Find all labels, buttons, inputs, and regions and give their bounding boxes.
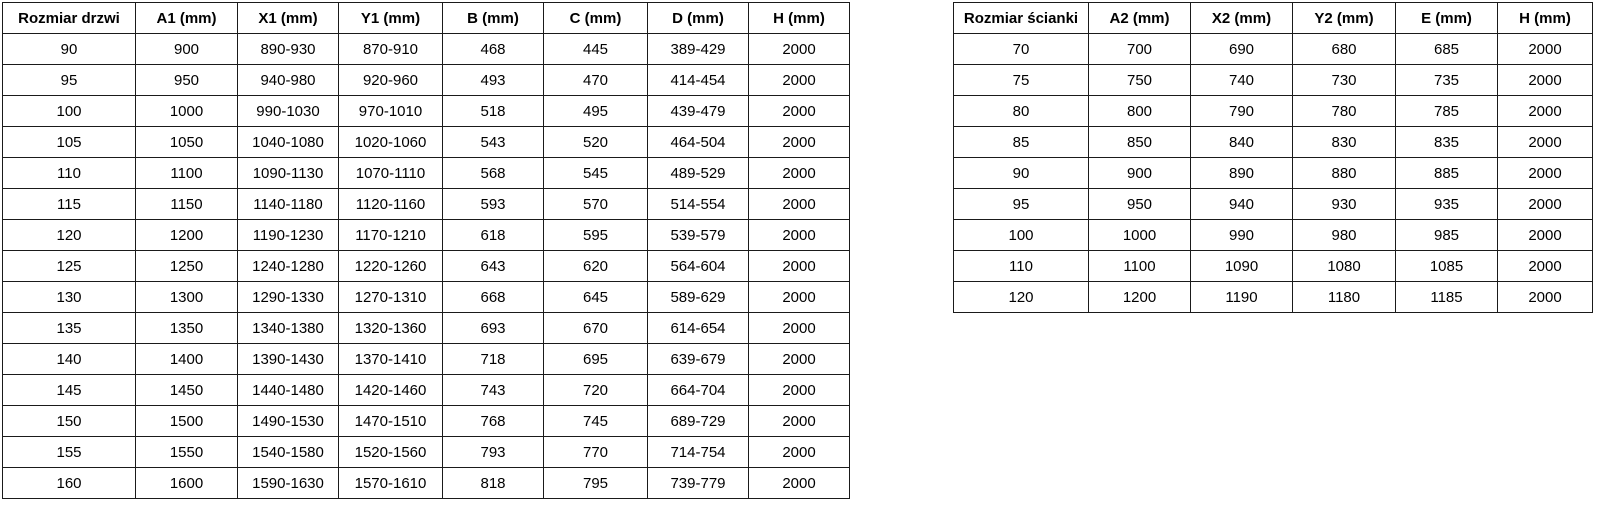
table-cell: 695	[544, 344, 648, 375]
table-cell: 414-454	[648, 65, 749, 96]
table-cell: 1450	[136, 375, 238, 406]
table-row	[954, 220, 1593, 251]
table-cell: 1250	[136, 251, 238, 282]
table-cell: 2000	[1498, 34, 1593, 65]
table-cell: 1100	[136, 158, 238, 189]
table-cell: 693	[443, 313, 544, 344]
table-cell: 1200	[136, 220, 238, 251]
door-sizes-table	[2, 2, 850, 499]
table-cell: 1100	[1089, 251, 1191, 282]
table-cell: 100	[954, 220, 1089, 251]
table-cell: 639-679	[648, 344, 749, 375]
table-cell: 1190-1230	[238, 220, 339, 251]
table-cell: 514-554	[648, 189, 749, 220]
table-cell: 645	[544, 282, 648, 313]
table-cell: 735	[1396, 65, 1498, 96]
table-cell: 2000	[1498, 65, 1593, 96]
table-cell: 1220-1260	[339, 251, 443, 282]
table-cell: 2000	[1498, 158, 1593, 189]
table-cell: 589-629	[648, 282, 749, 313]
table-cell: 840	[1191, 127, 1293, 158]
table-cell: 1350	[136, 313, 238, 344]
table-cell: 155	[3, 437, 136, 468]
table-cell: 1320-1360	[339, 313, 443, 344]
table-cell: 2000	[1498, 96, 1593, 127]
table-cell: 75	[954, 65, 1089, 96]
table-cell: 730	[1293, 65, 1396, 96]
table-cell: 1200	[1089, 282, 1191, 313]
table-cell: 470	[544, 65, 648, 96]
table-cell: 1090-1130	[238, 158, 339, 189]
table-cell: 95	[3, 65, 136, 96]
table-cell: 1170-1210	[339, 220, 443, 251]
table-cell: 618	[443, 220, 544, 251]
table-cell: 664-704	[648, 375, 749, 406]
table-row	[3, 375, 850, 406]
table-row	[3, 468, 850, 499]
table-cell: 564-604	[648, 251, 749, 282]
table-cell: 2000	[749, 220, 850, 251]
table-cell: 745	[544, 406, 648, 437]
table-cell: 90	[954, 158, 1089, 189]
table-cell: 2000	[749, 251, 850, 282]
table-cell: 110	[954, 251, 1089, 282]
table-cell: 115	[3, 189, 136, 220]
table-cell: 900	[1089, 158, 1191, 189]
table-cell: 935	[1396, 189, 1498, 220]
table-cell: 1400	[136, 344, 238, 375]
table-cell: 2000	[1498, 251, 1593, 282]
column-header: E (mm)	[1396, 3, 1498, 34]
table-cell: 2000	[749, 406, 850, 437]
table-cell: 140	[3, 344, 136, 375]
table-cell: 668	[443, 282, 544, 313]
table-cell: 1490-1530	[238, 406, 339, 437]
table-cell: 1370-1410	[339, 344, 443, 375]
table-row	[3, 189, 850, 220]
table-cell: 670	[544, 313, 648, 344]
table-cell: 110	[3, 158, 136, 189]
table-cell: 739-779	[648, 468, 749, 499]
table-cell: 1085	[1396, 251, 1498, 282]
table-cell: 2000	[749, 468, 850, 499]
table-cell: 2000	[749, 96, 850, 127]
table-cell: 1090	[1191, 251, 1293, 282]
table-cell: 160	[3, 468, 136, 499]
header-row	[954, 3, 1593, 34]
column-header: X1 (mm)	[238, 3, 339, 34]
table-row	[3, 158, 850, 189]
table-cell: 543	[443, 127, 544, 158]
table-cell: 900	[136, 34, 238, 65]
column-header: Rozmiar ścianki	[954, 3, 1089, 34]
table-cell: 568	[443, 158, 544, 189]
table-cell: 870-910	[339, 34, 443, 65]
table-cell: 620	[544, 251, 648, 282]
table-cell: 1440-1480	[238, 375, 339, 406]
table-cell: 1180	[1293, 282, 1396, 313]
table-cell: 1290-1330	[238, 282, 339, 313]
table-cell: 389-429	[648, 34, 749, 65]
table-cell: 1040-1080	[238, 127, 339, 158]
table-cell: 690	[1191, 34, 1293, 65]
table-cell: 2000	[749, 437, 850, 468]
table-row	[3, 313, 850, 344]
table-cell: 790	[1191, 96, 1293, 127]
table-cell: 714-754	[648, 437, 749, 468]
table-cell: 1020-1060	[339, 127, 443, 158]
table-cell: 1050	[136, 127, 238, 158]
table-cell: 785	[1396, 96, 1498, 127]
column-header: B (mm)	[443, 3, 544, 34]
table-cell: 135	[3, 313, 136, 344]
table-row	[3, 220, 850, 251]
table-cell: 493	[443, 65, 544, 96]
table-cell: 793	[443, 437, 544, 468]
table-cell: 720	[544, 375, 648, 406]
table-cell: 520	[544, 127, 648, 158]
table-cell: 2000	[749, 282, 850, 313]
table-cell: 950	[1089, 189, 1191, 220]
column-header: Y2 (mm)	[1293, 3, 1396, 34]
table-cell: 2000	[1498, 189, 1593, 220]
table-cell: 770	[544, 437, 648, 468]
table-cell: 1550	[136, 437, 238, 468]
table-cell: 740	[1191, 65, 1293, 96]
table-row	[3, 65, 850, 96]
table-cell: 768	[443, 406, 544, 437]
table-cell: 1600	[136, 468, 238, 499]
table-row	[954, 282, 1593, 313]
table-cell: 539-579	[648, 220, 749, 251]
table-cell: 1000	[136, 96, 238, 127]
table-cell: 1500	[136, 406, 238, 437]
table-cell: 780	[1293, 96, 1396, 127]
table-row	[954, 251, 1593, 282]
table-cell: 1420-1460	[339, 375, 443, 406]
table-cell: 1190	[1191, 282, 1293, 313]
table-cell: 835	[1396, 127, 1498, 158]
table-cell: 489-529	[648, 158, 749, 189]
table-cell: 120	[3, 220, 136, 251]
door-sizes-table-body	[3, 34, 850, 499]
table-cell: 818	[443, 468, 544, 499]
table-cell: 1120-1160	[339, 189, 443, 220]
table-cell: 743	[443, 375, 544, 406]
table-cell: 685	[1396, 34, 1498, 65]
table-cell: 689-729	[648, 406, 749, 437]
table-cell: 890	[1191, 158, 1293, 189]
table-cell: 2000	[749, 65, 850, 96]
table-cell: 880	[1293, 158, 1396, 189]
table-cell: 150	[3, 406, 136, 437]
table-cell: 570	[544, 189, 648, 220]
table-cell: 495	[544, 96, 648, 127]
table-cell: 2000	[749, 158, 850, 189]
column-header: X2 (mm)	[1191, 3, 1293, 34]
table-cell: 445	[544, 34, 648, 65]
table-cell: 718	[443, 344, 544, 375]
table-cell: 70	[954, 34, 1089, 65]
table-cell: 700	[1089, 34, 1191, 65]
table-cell: 1520-1560	[339, 437, 443, 468]
table-cell: 2000	[749, 127, 850, 158]
table-cell: 750	[1089, 65, 1191, 96]
table-cell: 2000	[749, 34, 850, 65]
table-cell: 145	[3, 375, 136, 406]
wall-sizes-table	[953, 2, 1593, 313]
table-cell: 980	[1293, 220, 1396, 251]
table-cell: 518	[443, 96, 544, 127]
table-cell: 1540-1580	[238, 437, 339, 468]
table-cell: 2000	[749, 313, 850, 344]
table-row	[3, 406, 850, 437]
table-cell: 2000	[1498, 220, 1593, 251]
table-row	[954, 34, 1593, 65]
column-header: D (mm)	[648, 3, 749, 34]
table-cell: 130	[3, 282, 136, 313]
table-cell: 2000	[749, 375, 850, 406]
table-cell: 105	[3, 127, 136, 158]
column-header: H (mm)	[1498, 3, 1593, 34]
table-row	[954, 65, 1593, 96]
table-cell: 940-980	[238, 65, 339, 96]
column-header: A2 (mm)	[1089, 3, 1191, 34]
table-cell: 890-930	[238, 34, 339, 65]
column-header: Y1 (mm)	[339, 3, 443, 34]
table-cell: 830	[1293, 127, 1396, 158]
table-cell: 930	[1293, 189, 1396, 220]
table-cell: 85	[954, 127, 1089, 158]
table-row	[954, 158, 1593, 189]
table-cell: 795	[544, 468, 648, 499]
table-cell: 950	[136, 65, 238, 96]
table-cell: 464-504	[648, 127, 749, 158]
table-row	[954, 189, 1593, 220]
table-cell: 680	[1293, 34, 1396, 65]
table-cell: 970-1010	[339, 96, 443, 127]
table-cell: 1150	[136, 189, 238, 220]
table-cell: 2000	[1498, 282, 1593, 313]
table-cell: 1270-1310	[339, 282, 443, 313]
table-cell: 643	[443, 251, 544, 282]
table-cell: 985	[1396, 220, 1498, 251]
table-cell: 940	[1191, 189, 1293, 220]
table-cell: 593	[443, 189, 544, 220]
table-cell: 125	[3, 251, 136, 282]
table-cell: 2000	[749, 189, 850, 220]
table-cell: 1590-1630	[238, 468, 339, 499]
table-cell: 885	[1396, 158, 1498, 189]
table-cell: 1070-1110	[339, 158, 443, 189]
column-header: C (mm)	[544, 3, 648, 34]
table-cell: 1240-1280	[238, 251, 339, 282]
table-row	[954, 96, 1593, 127]
column-header: Rozmiar drzwi	[3, 3, 136, 34]
table-row	[3, 96, 850, 127]
table-cell: 2000	[1498, 127, 1593, 158]
table-cell: 1570-1610	[339, 468, 443, 499]
column-header: A1 (mm)	[136, 3, 238, 34]
table-row	[3, 127, 850, 158]
table-cell: 95	[954, 189, 1089, 220]
table-cell: 614-654	[648, 313, 749, 344]
column-header: H (mm)	[749, 3, 850, 34]
table-cell: 80	[954, 96, 1089, 127]
table-cell: 100	[3, 96, 136, 127]
table-row	[3, 34, 850, 65]
table-cell: 2000	[749, 344, 850, 375]
door-sizes-table-head	[3, 3, 850, 34]
table-cell: 990	[1191, 220, 1293, 251]
table-row	[954, 127, 1593, 158]
table-cell: 1390-1430	[238, 344, 339, 375]
table-row	[3, 282, 850, 313]
table-cell: 595	[544, 220, 648, 251]
table-cell: 1300	[136, 282, 238, 313]
table-cell: 920-960	[339, 65, 443, 96]
table-cell: 468	[443, 34, 544, 65]
table-cell: 800	[1089, 96, 1191, 127]
table-row	[3, 251, 850, 282]
table-cell: 1340-1380	[238, 313, 339, 344]
table-cell: 1140-1180	[238, 189, 339, 220]
table-cell: 545	[544, 158, 648, 189]
table-cell: 1185	[1396, 282, 1498, 313]
table-cell: 1000	[1089, 220, 1191, 251]
table-cell: 1470-1510	[339, 406, 443, 437]
wall-sizes-table-head	[954, 3, 1593, 34]
table-cell: 850	[1089, 127, 1191, 158]
table-cell: 120	[954, 282, 1089, 313]
table-cell: 439-479	[648, 96, 749, 127]
header-row	[3, 3, 850, 34]
table-row	[3, 437, 850, 468]
table-cell: 990-1030	[238, 96, 339, 127]
table-cell: 1080	[1293, 251, 1396, 282]
wall-sizes-table-body	[954, 34, 1593, 313]
table-row	[3, 344, 850, 375]
table-cell: 90	[3, 34, 136, 65]
